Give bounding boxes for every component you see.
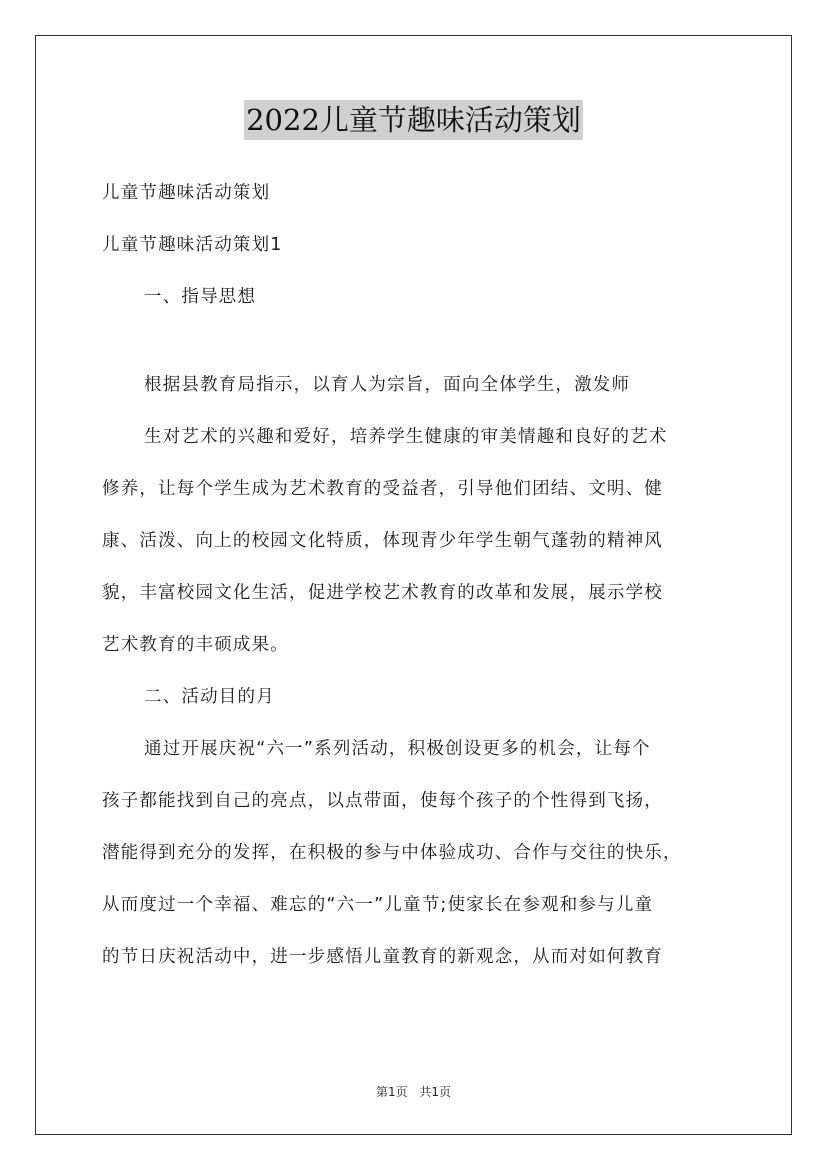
- page-total: 共1页: [419, 1085, 452, 1099]
- section-heading: 儿童节趣味活动策划1: [102, 235, 283, 255]
- paragraph-line: 从而度过一个幸福、难忘的“六一”儿童节;使家长在参观和参与儿童: [102, 895, 654, 915]
- page-footer: [0, 1083, 827, 1100]
- section-heading: 一、指导思想: [144, 287, 257, 307]
- paragraph-line: 根据县教育局指示，以育人为宗旨，面向全体学生，激发师: [144, 375, 631, 395]
- page-number: 第1页: [375, 1085, 408, 1099]
- document-title: 2022儿童节趣味活动策划: [244, 100, 583, 140]
- subtitle-line: 儿童节趣味活动策划: [102, 183, 271, 203]
- title-container: [0, 100, 827, 140]
- section-heading: 二、活动目的月: [144, 687, 275, 707]
- paragraph-line: 的节日庆祝活动中，进一步感悟儿童教育的新观念，从而对如何教育: [102, 947, 663, 967]
- paragraph-line: 貌，丰富校园文化生活，促进学校艺术教育的改革和发展，展示学校: [102, 583, 663, 603]
- paragraph-line: 孩子都能找到自己的亮点，以点带面，使每个孩子的个性得到飞扬，: [102, 791, 663, 811]
- paragraph-line: 艺术教育的丰硕成果。: [102, 635, 289, 655]
- paragraph-line: 修养，让每个学生成为艺术教育的受益者，引导他们团结、文明、健: [102, 479, 663, 499]
- document-body: [102, 176, 742, 975]
- paragraph-line: 潜能得到充分的发挥，在积极的参与中体验成功、合作与交往的快乐，: [102, 843, 682, 863]
- paragraph-line: 生对艺术的兴趣和爱好，培养学生健康的审美情趣和良好的艺术: [144, 427, 668, 447]
- paragraph-line: 通过开展庆祝“六一”系列活动，积极创设更多的机会，让每个: [144, 739, 651, 759]
- paragraph-line: 康、活泼、向上的校园文化特质，体现青少年学生朝气蓬勃的精神风: [102, 531, 663, 551]
